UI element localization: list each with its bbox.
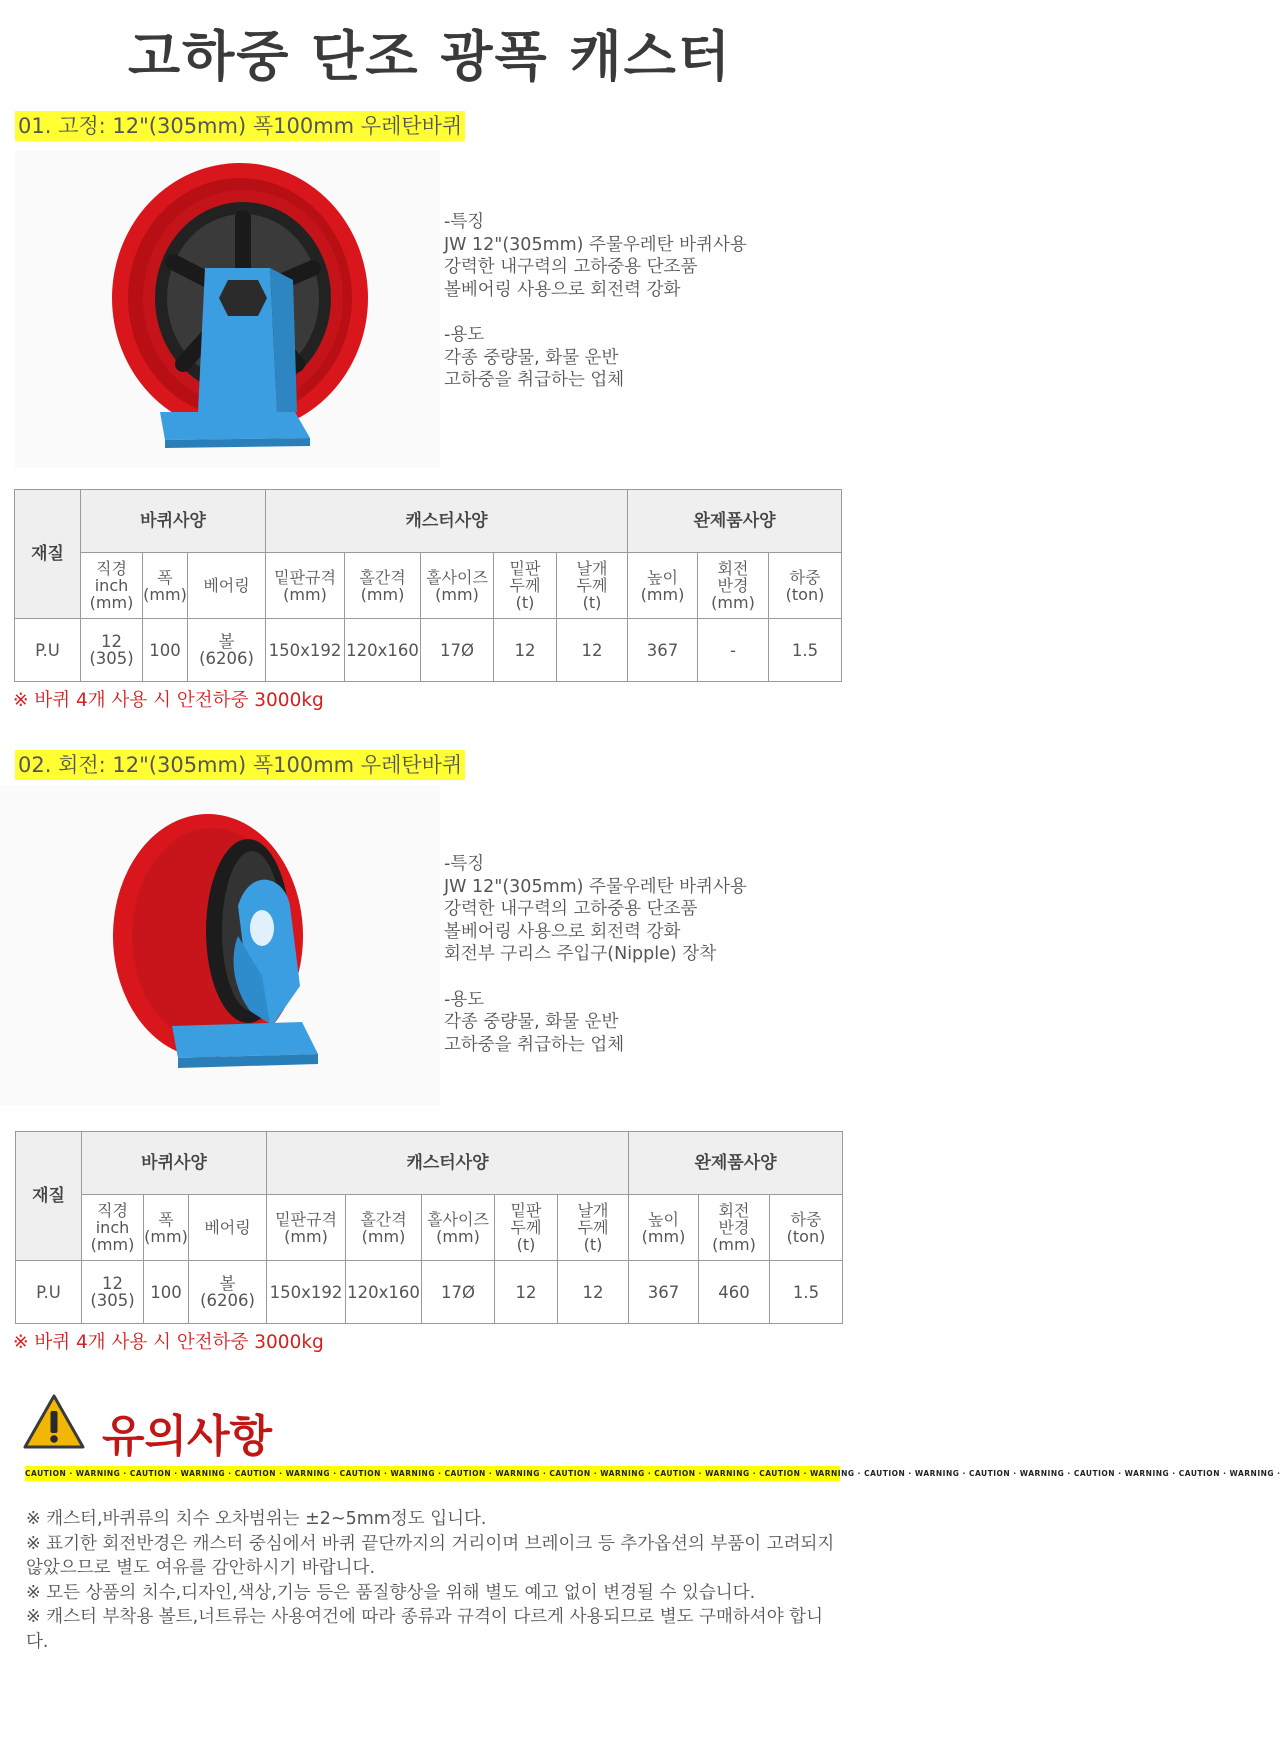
table-cell: 1.5 bbox=[769, 619, 842, 682]
table-cell: 120x160 bbox=[345, 619, 421, 682]
column-header: 베어링 bbox=[188, 553, 266, 619]
caution-list bbox=[26, 1507, 838, 1654]
table-cell: 367 bbox=[628, 619, 698, 682]
table-cell: 17Ø bbox=[421, 619, 494, 682]
table-row bbox=[16, 1261, 843, 1324]
column-header: 홀사이즈 (mm) bbox=[421, 553, 494, 619]
table-cell: 볼 (6206) bbox=[189, 1261, 267, 1324]
column-header: 홀간격 (mm) bbox=[345, 553, 421, 619]
product-2-note: ※ 바퀴 4개 사용 시 안전하중 3000kg bbox=[13, 1332, 324, 1353]
table-cell: P.U bbox=[15, 619, 81, 682]
product-spec-header: 완제품사양 bbox=[629, 1132, 843, 1195]
table-cell: - bbox=[698, 619, 769, 682]
product-1-spec-table bbox=[14, 489, 842, 682]
feature-line: JW 12"(305mm) 주물우레탄 바퀴사용 bbox=[444, 876, 747, 897]
usage-line: 각종 중량물, 화물 운반 bbox=[444, 347, 619, 368]
table-row bbox=[15, 619, 842, 682]
column-header: 홀사이즈 (mm) bbox=[422, 1195, 495, 1261]
table-cell: P.U bbox=[16, 1261, 82, 1324]
column-header: 직경 inch (mm) bbox=[82, 1195, 144, 1261]
product-2-features bbox=[444, 853, 747, 1056]
table-cell: 12 bbox=[557, 619, 628, 682]
feature-line: JW 12"(305mm) 주물우레탄 바퀴사용 bbox=[444, 234, 747, 255]
table-cell: 볼 (6206) bbox=[188, 619, 266, 682]
column-header: 날개 두께 (t) bbox=[557, 553, 628, 619]
table-cell: 150x192 bbox=[266, 619, 345, 682]
page-title: 고하중 단조 광폭 캐스터 bbox=[127, 25, 733, 88]
table-cell: 460 bbox=[699, 1261, 770, 1324]
table-cell: 12 bbox=[494, 619, 557, 682]
column-header: 높이 (mm) bbox=[629, 1195, 699, 1261]
table-cell: 17Ø bbox=[422, 1261, 495, 1324]
features-label: -특징 bbox=[444, 212, 485, 232]
table-cell: 100 bbox=[144, 1261, 189, 1324]
wheel-spec-header: 바퀴사양 bbox=[82, 1132, 267, 1195]
usage-line: 고하중을 취급하는 업체 bbox=[444, 370, 625, 391]
feature-line: 강력한 내구력의 고하중용 단조품 bbox=[444, 899, 698, 920]
fixed-caster-image bbox=[15, 150, 440, 468]
table-cell: 100 bbox=[143, 619, 188, 682]
column-header: 밑판 두께 (t) bbox=[494, 553, 557, 619]
usage-line: 고하중을 취급하는 업체 bbox=[444, 1034, 625, 1055]
column-header: 날개 두께 (t) bbox=[558, 1195, 629, 1261]
swivel-caster-image bbox=[0, 786, 440, 1106]
column-header: 하중 (ton) bbox=[769, 553, 842, 619]
product-2-spec-table bbox=[15, 1131, 843, 1324]
column-header: 베어링 bbox=[189, 1195, 267, 1261]
column-header: 폭 (mm) bbox=[144, 1195, 189, 1261]
caution-item: ※ 모든 상품의 치수,디자인,색상,기능 등은 품질향상을 위해 별도 예고 없이 변경될 수 있습니다. bbox=[26, 1582, 756, 1603]
wheel-spec-header: 바퀴사양 bbox=[81, 490, 266, 553]
table-cell: 150x192 bbox=[267, 1261, 346, 1324]
column-header: 회전 반경 (mm) bbox=[699, 1195, 770, 1261]
material-header: 재질 bbox=[15, 490, 81, 619]
usage-line: 각종 중량물, 화물 운반 bbox=[444, 1012, 619, 1033]
caution-item: ※ 캐스터 부착용 볼트,너트류는 사용여건에 따라 종류과 규격이 다르게 사용되므로 별도 구매하셔야 합니다. bbox=[26, 1607, 823, 1652]
table-cell: 1.5 bbox=[770, 1261, 843, 1324]
product-spec-header: 완제품사양 bbox=[628, 490, 842, 553]
column-header: 높이 (mm) bbox=[628, 553, 698, 619]
product-1-heading: 01. 고정: 12"(305mm) 폭100mm 우레탄바퀴 bbox=[15, 111, 465, 141]
caution-tape-text: CAUTION · WARNING · CAUTION · WARNING · CAUTION · WARNING · CAUTION · WARNING · CAUTION · WARNING · CAUTION · WARNING · CAUTION · WARNING · CAUTION · WARNING · CAUTION · WARNING · CAUTION · WARNING · CAUTION · WARNING · CAUTION · WARNING · bbox=[25, 1469, 1281, 1478]
product-1-note: ※ 바퀴 4개 사용 시 안전하중 3000kg bbox=[13, 690, 324, 711]
table-cell: 367 bbox=[629, 1261, 699, 1324]
product-2-heading: 02. 회전: 12"(305mm) 폭100mm 우레탄바퀴 bbox=[15, 750, 465, 780]
caution-tape bbox=[25, 1466, 1281, 1481]
feature-line: 강력한 내구력의 고하중용 단조품 bbox=[444, 257, 698, 278]
warning-icon bbox=[22, 1393, 86, 1451]
caution-title: 유의사항 bbox=[102, 1411, 273, 1462]
feature-line: 회전부 구리스 주입구(Nipple) 장착 bbox=[444, 944, 717, 965]
column-header: 폭 (mm) bbox=[143, 553, 188, 619]
table-cell: 12 (305) bbox=[81, 619, 143, 682]
product-1-features bbox=[444, 211, 747, 392]
column-header: 홀간격 (mm) bbox=[346, 1195, 422, 1261]
feature-line: 볼베어링 사용으로 회전력 강화 bbox=[444, 921, 681, 942]
column-header: 회전 반경 (mm) bbox=[698, 553, 769, 619]
feature-line: 볼베어링 사용으로 회전력 강화 bbox=[444, 279, 681, 300]
column-header: 직경 inch (mm) bbox=[81, 553, 143, 619]
material-header: 재질 bbox=[16, 1132, 82, 1261]
features-label: -특징 bbox=[444, 854, 485, 874]
column-header: 밑판 두께 (t) bbox=[495, 1195, 558, 1261]
product-2-photo bbox=[0, 786, 440, 1106]
caution-item: ※ 캐스터,바퀴류의 치수 오차범위는 ±2~5mm정도 입니다. bbox=[26, 1509, 487, 1529]
caution-item: ※ 표기한 회전반경은 캐스터 중심에서 바퀴 끝단까지의 거리이며 브레이크 등 추가옵션의 부품이 고려되지 않았으므로 별도 여유를 감안하시기 바랍니다. bbox=[26, 1533, 835, 1578]
product-1-photo bbox=[15, 150, 440, 468]
table-cell: 12 bbox=[495, 1261, 558, 1324]
column-header: 하중 (ton) bbox=[770, 1195, 843, 1261]
usage-label: -용도 bbox=[444, 989, 485, 1010]
table-cell: 12 bbox=[558, 1261, 629, 1324]
table-cell: 12 (305) bbox=[82, 1261, 144, 1324]
column-header: 밑판규격 (mm) bbox=[266, 553, 345, 619]
column-header: 밑판규격 (mm) bbox=[267, 1195, 346, 1261]
usage-label: -용도 bbox=[444, 324, 485, 345]
caster-spec-header: 캐스터사양 bbox=[266, 490, 628, 553]
caster-spec-header: 캐스터사양 bbox=[267, 1132, 629, 1195]
table-cell: 120x160 bbox=[346, 1261, 422, 1324]
